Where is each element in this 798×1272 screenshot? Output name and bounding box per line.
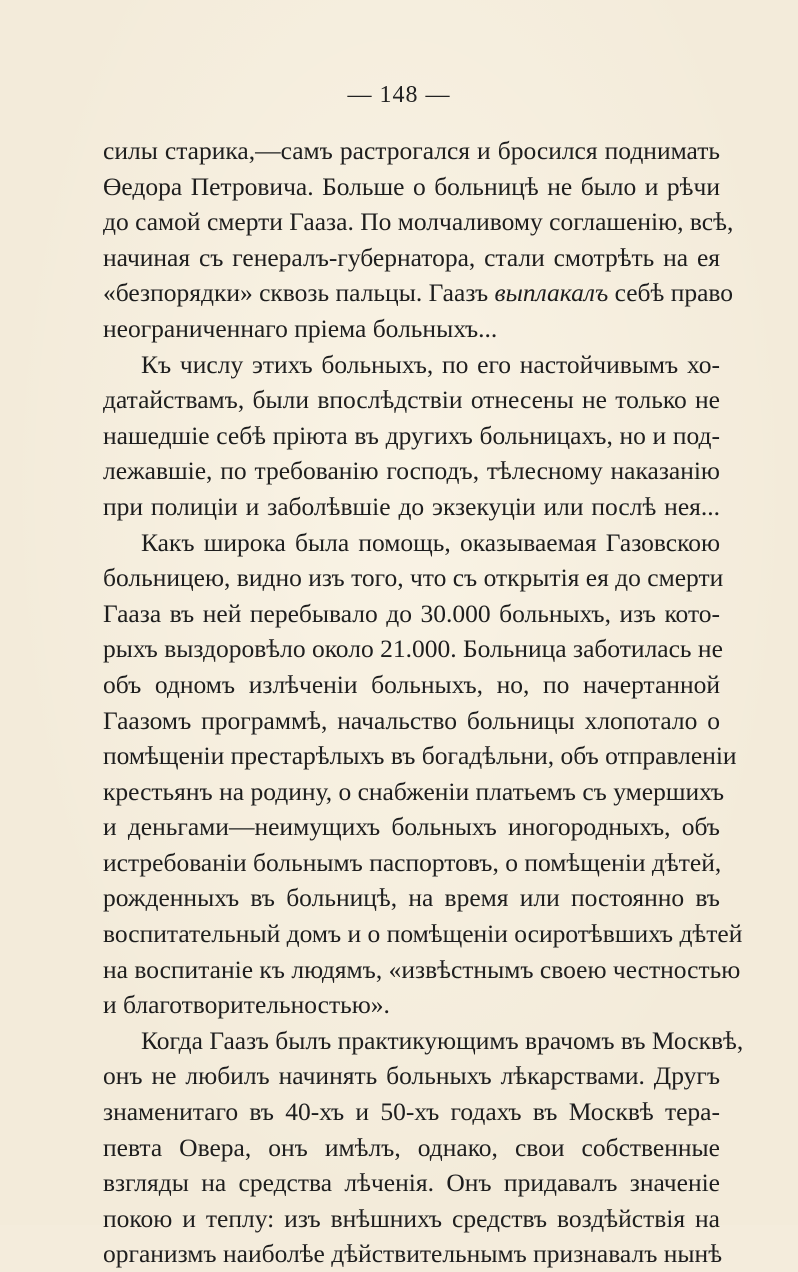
- text-line: Өедора Петровича. Больше о больницѣ не было и рѣчи: [103, 171, 720, 201]
- text-line: Къ числу этихъ больныхъ, по его настойчивымъ хо-: [141, 349, 720, 379]
- text-line: на воспитанiе къ людямъ, «извѣстнымъ своею честностью: [103, 954, 741, 984]
- text-line: рыхъ выздоровѣло около 21.000. Больница заботилась не: [103, 634, 723, 664]
- paragraph-3: [103, 525, 743, 1023]
- text-line: организмъ наиболѣе дѣйствительнымъ признавалъ нынѣ: [103, 1239, 723, 1269]
- text-line: больницею, видно изъ того, что съ открытiя ея до смерти: [103, 563, 724, 593]
- text-line: [103, 275, 734, 311]
- text-line: и деньгами—неимущихъ больныхъ иногородныхъ, объ: [103, 812, 720, 842]
- text-line: Гаазомъ программѣ, начальство больницы хлопотало о: [103, 705, 720, 735]
- text-line: рожденныхъ въ больницѣ, на время или постоянно въ: [103, 883, 720, 913]
- text-line: Когда Гаазъ былъ практикующимъ врачомъ въ Москвѣ,: [141, 1025, 744, 1055]
- text-line: взгляды на средства лѣченiя. Онъ придавалъ значенiе: [103, 1168, 720, 1198]
- text-line: знаменитаго въ 40-хъ и 50-хъ годахъ въ Москвѣ тера-: [103, 1097, 720, 1127]
- text-line: покою и теплу: изъ внѣшнихъ средствъ воздѣйствiя на: [103, 1203, 720, 1233]
- text-line: онъ не любилъ начинять больныхъ лѣкарствами. Другъ: [103, 1061, 720, 1091]
- page-number: — 148 —: [347, 82, 451, 108]
- paragraph-4: [103, 1023, 744, 1272]
- text-line: при полицiи и заболѣвшiе до экзекуцiи или послѣ нея...: [103, 491, 720, 521]
- text-line: помѣщенiи престарѣлыхъ въ богадѣльни, объ отправленiи: [103, 741, 737, 771]
- text-line: неограниченнаго прiема больныхъ...: [103, 313, 498, 343]
- text-line: нашедшiе себѣ прiюта въ другихъ больницахъ, но и под-: [103, 420, 720, 450]
- text-line: крестьянъ на родину, о снабженiи платьемъ съ умершихъ: [103, 776, 725, 806]
- emphasis-word: выплакалъ: [494, 278, 609, 308]
- paragraph-1: [103, 133, 734, 347]
- text-line: до самой смерти Гааза. По молчаливому соглашенiю, всѣ,: [103, 207, 734, 237]
- text-line: воспитательный домъ и о помѣщенiи осиротѣвшихъ дѣтей: [103, 919, 743, 949]
- text-line: лежавшiе, по требованiю господъ, тѣлесному наказанiю: [103, 456, 720, 486]
- text-line: певта Овера, онъ имѣлъ, однако, свои собственные: [103, 1132, 720, 1162]
- text-line: и благотворительностью».: [103, 990, 390, 1020]
- paragraph-2: [103, 347, 720, 525]
- text-line: Гааза въ ней перебывало до 30.000 больныхъ, изъ кото-: [103, 598, 720, 628]
- text-line: Какъ широка была помощь, оказываемая Газовскою: [141, 527, 720, 557]
- text-line: датайствамъ, были впослѣдствiи отнесены не только не: [103, 385, 720, 415]
- text-line: объ одномъ излѣченiи больныхъ, но, по начертанной: [103, 669, 720, 699]
- text-run: себѣ право: [608, 278, 734, 308]
- text-line: силы старика,—самъ растрогался и бросился поднимать: [103, 136, 720, 165]
- text-line: истребованiи больнымъ паспортовъ, о помѣщенiи дѣтей,: [103, 847, 722, 877]
- text-line: начиная съ генералъ-губернатора, стали смотрѣть на ея: [103, 242, 720, 272]
- text-run: «безпорядки» сквозь пальцы. Гаазъ: [103, 278, 495, 308]
- page-body: [103, 133, 744, 1272]
